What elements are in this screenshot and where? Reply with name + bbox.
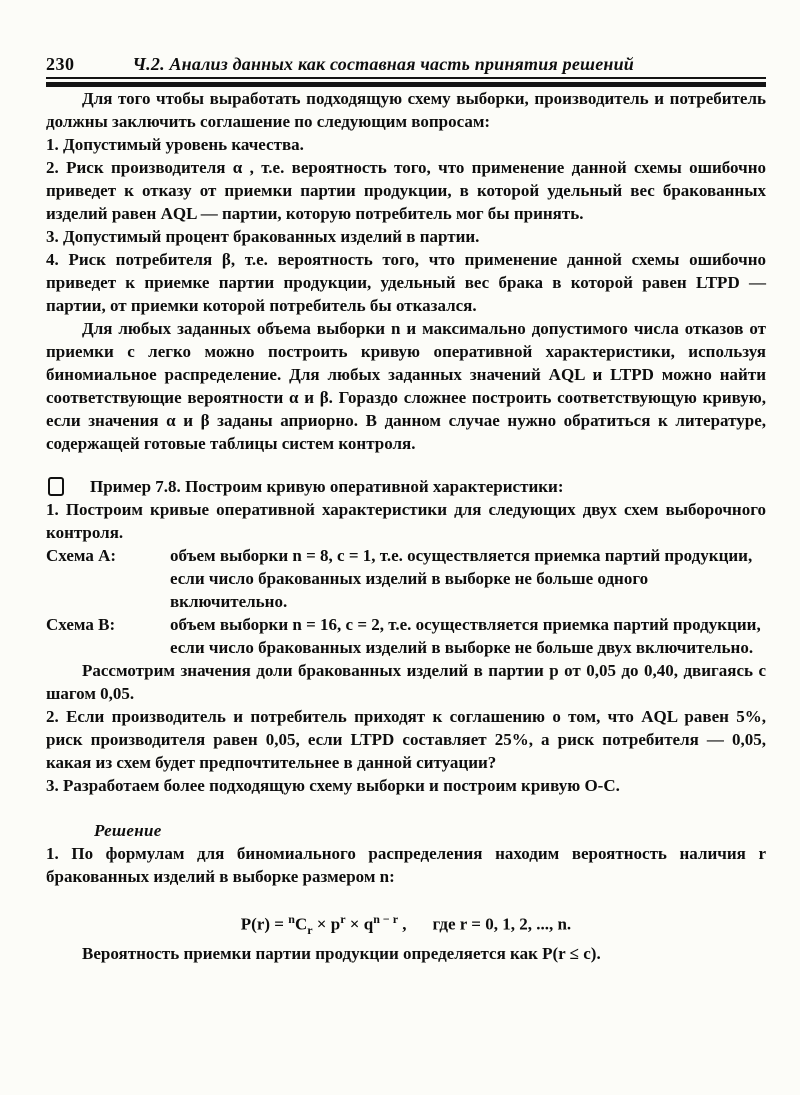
list-item-1 <box>46 133 766 156</box>
item-number: 3. <box>46 227 59 246</box>
scheme-a-text: объем выборки n = 8, c = 1, т.е. осуществляется приемка партий продукции, если число бракованных изделий в выборке не больше одного включительно. <box>170 546 753 611</box>
open-square-bullet-icon <box>48 477 64 496</box>
item-text: Разработаем более подходящую схему выборки и построим кривую O-C. <box>63 776 620 795</box>
formula-comma: , <box>398 914 407 934</box>
list-item-3 <box>46 225 766 248</box>
formula-p-exponent: r <box>340 912 346 926</box>
item-number: 2. <box>46 158 59 177</box>
solution-step-1 <box>46 842 766 888</box>
item-number: 1. <box>46 844 59 863</box>
list-item-4 <box>46 248 766 317</box>
item-number: 2. <box>46 707 59 726</box>
formula-times-p: × p <box>312 914 341 934</box>
item-number: 1. <box>46 135 59 154</box>
header-rule-thin <box>46 77 766 79</box>
closing-paragraph: Вероятность приемки партии продукции определяется как P(r ≤ c). <box>82 944 601 964</box>
binomial-formula <box>46 908 766 942</box>
formula-times-q: × q <box>345 914 374 934</box>
formula-n-presuperscript: n <box>288 912 295 926</box>
scheme-a-label: Схема A: <box>46 546 117 565</box>
item-text: Допустимый уровень качества. <box>63 135 304 154</box>
item-text: Риск производителя α , т.е. вероятность того, что применение данной схемы ошибочно приведет к отказу от приемки партии продукции, в которой удельный вес бракованных изделий равен AQL — партии, которую потребитель мог бы принять. <box>46 158 766 223</box>
running-head <box>46 54 766 74</box>
item-text: Допустимый процент бракованных изделий в партии. <box>63 227 480 246</box>
example-heading-text <box>90 475 564 498</box>
page-number: 230 <box>46 54 75 74</box>
scheme-b-row <box>46 613 766 659</box>
formula-q-exponent: n − r <box>373 912 399 926</box>
scheme-a-row <box>46 544 766 613</box>
list-item-2 <box>46 156 766 225</box>
item-text: Риск потребителя β, т.е. вероятность того, что применение данной схемы ошибочно приведет к приемке партии продукции, удельный вес брака в которой равен LTPD — партии, от приемки которой потребитель бы отказался. <box>46 250 767 315</box>
consider-paragraph: Рассмотрим значения доли бракованных изделий в партии p от 0,05 до 0,40, двигаясь с шагом 0,05. <box>46 661 766 703</box>
formula-where-clause: где r = 0, 1, 2, ..., n. <box>432 914 572 934</box>
example-step-2 <box>46 705 766 774</box>
solution-heading: Решение <box>94 821 162 840</box>
item-text: Если производитель и потребитель приходят к соглашению о том, что AQL равен 5%, риск производителя равен 0,05, если LTPD составляет 25%, а риск потребителя — 0,05, какая из схем будет предпочтительнее в данной ситуации? <box>46 707 766 772</box>
example-step-1 <box>46 498 766 544</box>
intro-paragraph: Для того чтобы выработать подходящую схему выборки, производитель и потребитель должны заключить соглашение по следующим вопросам: <box>46 89 766 131</box>
example-title-rest: Построим кривую оперативной характеристики: <box>180 477 564 496</box>
example-step-3 <box>46 774 766 797</box>
scheme-b-label: Схема B: <box>46 615 116 634</box>
item-text: По формулам для биномиального распределения находим вероятность наличия r бракованных изделий в выборке размером n: <box>46 844 766 886</box>
example-heading <box>46 475 766 498</box>
item-text: Построим кривые оперативной характеристики для следующих двух схем выборочного контроля. <box>46 500 766 542</box>
scheme-b-text: объем выборки n = 16, c = 2, т.е. осуществляется приемка партий продукции, если число бракованных изделий в выборке не больше двух включительно. <box>170 615 761 657</box>
formula-lhs: P(r) = <box>240 914 289 934</box>
item-number: 3. <box>46 776 59 795</box>
formula-c: C <box>294 914 308 934</box>
oc-curve-paragraph: Для любых заданных объема выборки n и максимально допустимого числа отказов от приемки c легко можно построить кривую оперативной характеристики, используя биномиальное распределение. Для любых заданных значений AQL и LTPD можно найти соответствующие вероятности α и β. Гораздо сложнее построить соответствующую кривую, если значения α и β заданы априорно. В данном случае нужно обратиться к литературе, содержащей готовые таблицы систем контроля. <box>46 319 766 453</box>
item-number: 1. <box>46 500 59 519</box>
formula-r-subscript: r <box>307 923 313 938</box>
example-title: Пример 7.8. <box>90 477 181 496</box>
chapter-title: Ч.2. Анализ данных как составная часть принятия решений <box>132 54 634 74</box>
item-number: 4. <box>46 250 59 269</box>
